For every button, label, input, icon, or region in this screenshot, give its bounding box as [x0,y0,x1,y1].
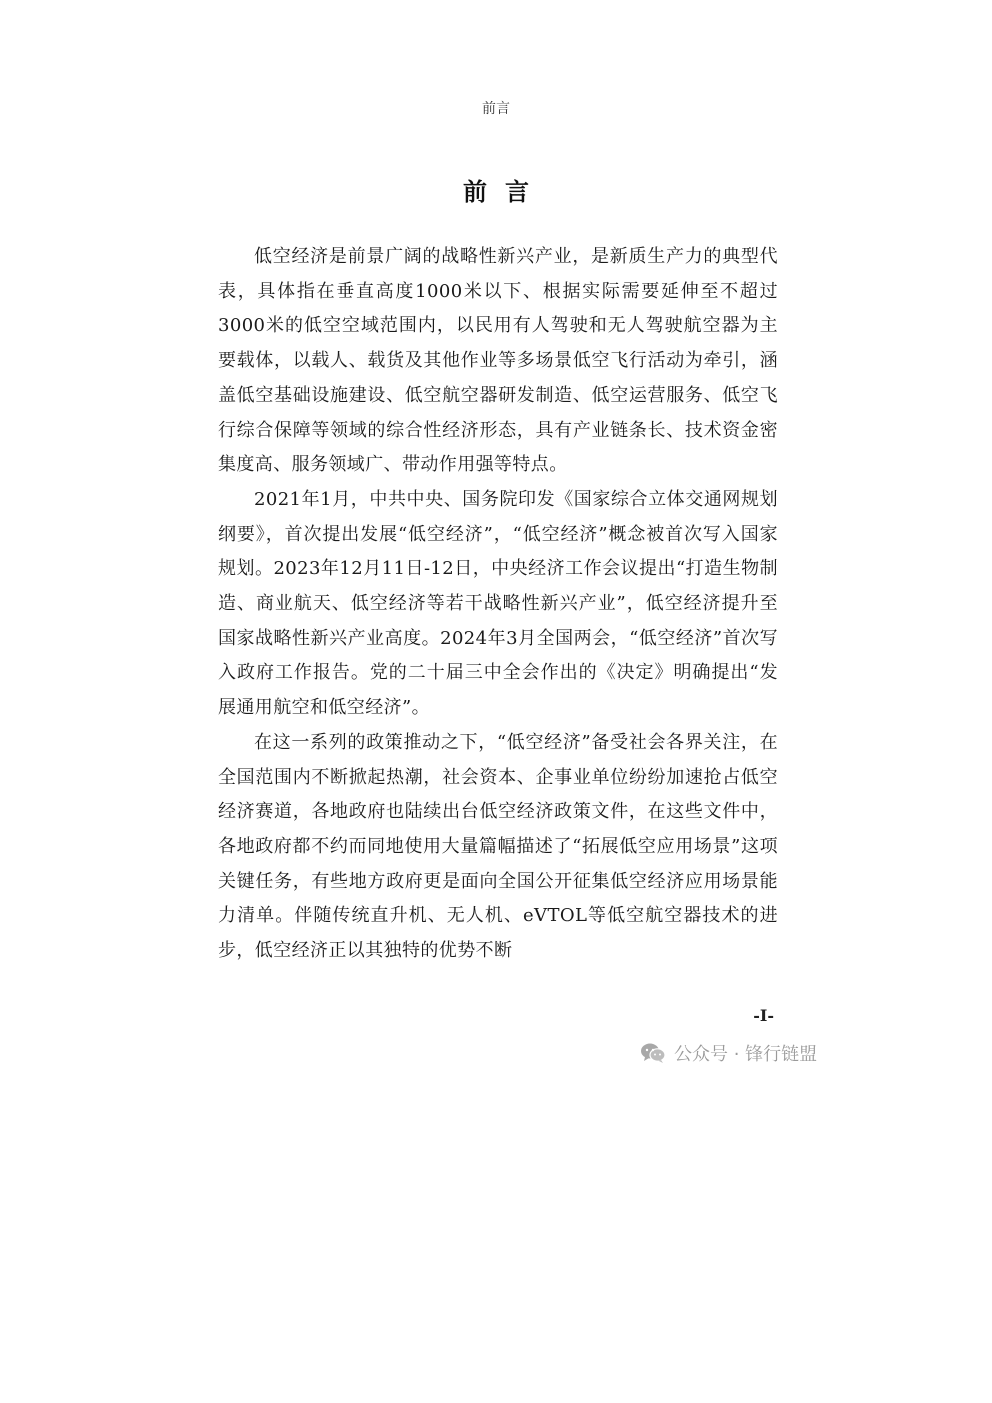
running-header: 前言 [482,101,510,117]
paragraph-3: 在这一系列的政策推动之下，“低空经济”备受社会各界关注，在全国范围内不断掀起热潮，社会资本、企事业单位纷纷加速抢占低空经济赛道，各地政府也陆续出台低空经济政策文件，在这些文件中，各地政府都不约而同地使用大量篇幅描述了“拓展低空应用场景”这项关键任务，有些地方政府更是面向全国公开征集低空经济应用场景能力清单。伴随传统直升机、无人机、eVTOL等低空航空器技术的进步，低空经济正以其独特的优势不断 [218,731,778,962]
paragraph-1: 低空经济是前景广阔的战略性新兴产业，是新质生产力的典型代表，具体指在垂直高度1000米以下、根据实际需要延伸至不超过3000米的低空空域范围内，以民用有人驾驶和无人驾驶航空器为主要载体，以载人、载货及其他作业等多场景低空飞行活动为牵引，涵盖低空基础设施建设、低空航空器研发制造、低空运营服务、低空飞行综合保障等领域的综合性经济形态，具有产业链条长、技术资金密集度高、服务领域广、带动作用强等特点。 [218,246,778,476]
wechat-icon [640,1042,666,1064]
watermark [640,1040,817,1066]
page-title: 前言 [463,177,547,206]
paragraph-2: 2021年1月，中共中央、国务院印发《国家综合立体交通网规划纲要》，首次提出发展“低空经济”，“低空经济”概念被首次写入国家规划。2023年12月11日-12日，中央经济工作会议提出“打造生物制造、商业航天、低空经济等若干战略性新兴产业”，低空经济提升至国家战略性新兴产业高度。2024年3月全国两会，“低空经济”首次写入政府工作报告。党的二十届三中全会作出的《决定》明确提出“发展通用航空和低空经济”。 [218,488,778,719]
body-text [218,240,778,969]
watermark-text: 公众号 · 锋行链盟 [674,1044,818,1065]
page-number: -I- [753,1006,774,1025]
